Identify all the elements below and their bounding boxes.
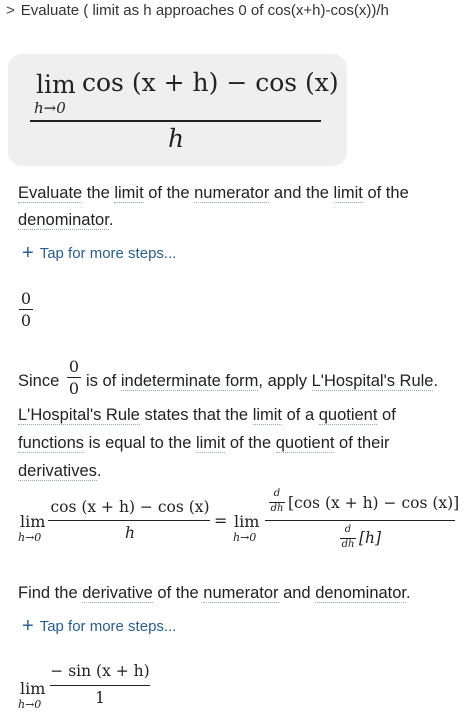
- step2-line3: functions is equal to the limit of the quotient of their: [18, 434, 390, 452]
- eq1-right-denominator: [h]: [359, 529, 382, 547]
- eq2-lim-subscript: h→0: [18, 698, 42, 711]
- eq2-numerator: − sin (x + h): [50, 662, 150, 680]
- tap-more-steps-button[interactable]: [22, 615, 176, 638]
- eq2-lim: lim: [20, 679, 46, 698]
- problem-title: Evaluate ( limit as h approaches 0 of cos(x+h)-cos(x))/h: [20, 2, 389, 19]
- term-denominator[interactable]: denominator: [18, 211, 109, 229]
- plus-icon: +: [22, 242, 34, 264]
- eq1-lim-subscript: h→0: [18, 531, 42, 544]
- eq1-lim-right: lim: [234, 512, 260, 531]
- term-limit[interactable]: limit: [333, 184, 363, 202]
- step3-text: Find the derivative of the numerator and denominator.: [18, 584, 411, 602]
- tap-more-steps-label: Tap for more steps...: [39, 245, 177, 262]
- eq1-deriv-den-dh: dh: [341, 539, 355, 550]
- plus-icon: +: [22, 615, 34, 637]
- term-functions[interactable]: functions: [18, 434, 85, 452]
- eq1-lim: lim: [20, 512, 46, 531]
- eq1-denominator: h: [125, 524, 135, 542]
- eq1-deriv-num-d: d: [273, 488, 281, 499]
- eq2-fraction-bar: [50, 685, 150, 686]
- eq1-deriv-den-d: d: [344, 524, 352, 535]
- term-quotient[interactable]: quotient: [318, 406, 378, 424]
- step2-line4: derivatives.: [18, 462, 102, 480]
- problem-header[interactable]: [6, 2, 389, 19]
- step1-line2: denominator.: [18, 211, 114, 229]
- problem-lim: lim: [36, 70, 76, 99]
- term-indeterminate-form[interactable]: indeterminate form: [120, 372, 259, 390]
- term-lhospitals-rule[interactable]: L'Hospital's Rule: [311, 372, 434, 390]
- problem-numerator: cos (x + h) − cos (x): [82, 68, 339, 97]
- term-limit[interactable]: limit: [114, 184, 144, 202]
- term-denominator[interactable]: denominator: [315, 584, 407, 602]
- eq1-equals: =: [214, 511, 228, 530]
- problem-denominator: h: [168, 124, 185, 153]
- term-derivative[interactable]: derivative: [82, 584, 153, 602]
- term-numerator[interactable]: numerator: [203, 584, 279, 602]
- term-evaluate[interactable]: Evaluate: [18, 184, 83, 202]
- tap-more-steps-label: Tap for more steps...: [39, 618, 177, 635]
- step2-zero-over-zero: 0 0: [68, 357, 80, 399]
- eq1-right-numerator: [cos (x + h) − cos (x)]: [288, 494, 460, 512]
- eq1-lim-right-subscript: h→0: [233, 531, 257, 544]
- step2-line2: L'Hospital's Rule states that the limit of a quotient of: [18, 406, 396, 424]
- result-zero-over-zero: 0 0: [20, 289, 32, 331]
- term-lhospitals-rule[interactable]: L'Hospital's Rule: [18, 406, 140, 424]
- step2-line1: is of indeterminate form, apply L'Hospital's Rule.: [86, 372, 439, 390]
- eq1-fraction-bar: [48, 520, 210, 521]
- step2-since: Since: [18, 372, 60, 390]
- term-limit[interactable]: limit: [252, 406, 283, 424]
- problem-fraction-bar: [30, 120, 321, 122]
- eq1-right-fraction-bar: [265, 520, 455, 521]
- tap-more-steps-button[interactable]: [22, 242, 176, 265]
- term-numerator[interactable]: numerator: [194, 184, 270, 202]
- step1-line1: Evaluate the limit of the numerator and the limit of the: [18, 184, 409, 202]
- term-limit[interactable]: limit: [195, 434, 226, 452]
- term-derivatives[interactable]: derivatives: [18, 462, 97, 480]
- term-quotient[interactable]: quotient: [275, 434, 335, 452]
- chevron-right-icon: >: [6, 2, 15, 19]
- eq1-numerator: cos (x + h) − cos (x): [50, 498, 210, 516]
- eq2-denominator: 1: [95, 689, 105, 707]
- problem-lim-subscript: h→0: [34, 99, 66, 117]
- eq1-deriv-num-dh: dh: [270, 503, 284, 514]
